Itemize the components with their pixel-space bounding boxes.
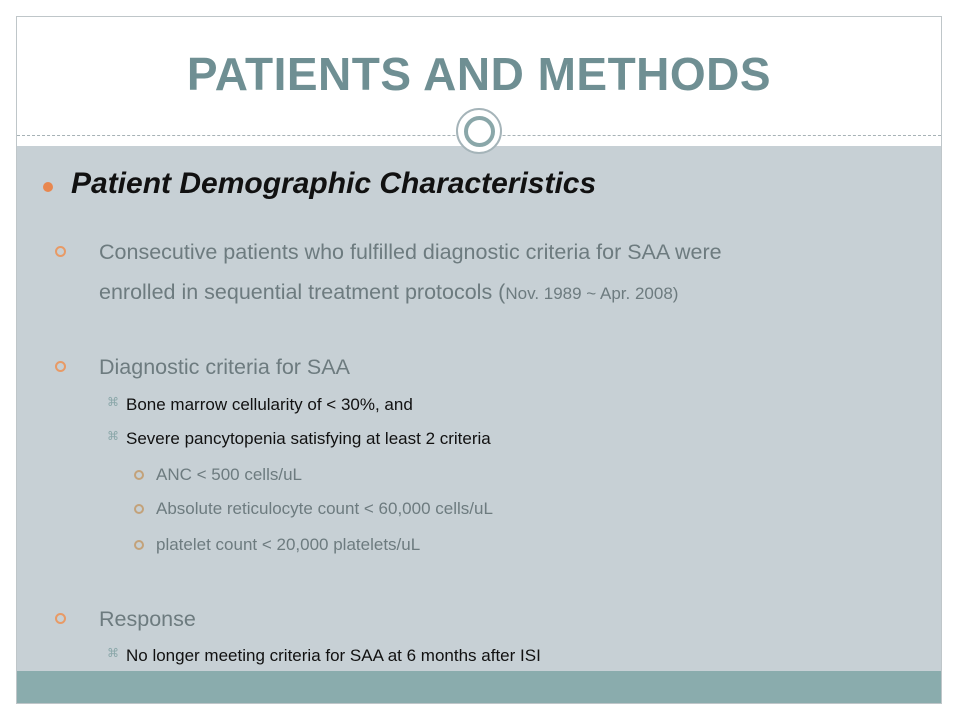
bullet-text: Diagnostic criteria for SAA bbox=[99, 355, 350, 379]
ring-bullet-icon bbox=[134, 470, 144, 480]
ring-bullet-icon bbox=[134, 504, 144, 514]
ring-ornament-inner bbox=[464, 116, 495, 147]
criterion-text: platelet count < 20,000 platelets/uL bbox=[156, 535, 421, 554]
date-range-text: Nov. 1989 ~ Apr. 2008) bbox=[505, 284, 679, 303]
footer-band bbox=[17, 671, 941, 704]
ring-bullet-icon bbox=[134, 540, 144, 550]
slide bbox=[16, 16, 942, 704]
slide-title: PATIENTS AND METHODS bbox=[186, 48, 772, 100]
ring-ornament-icon bbox=[456, 108, 502, 154]
bullet-text-cont-main: enrolled in sequential treatment protocols ( bbox=[99, 280, 506, 304]
bullet-text-cont bbox=[99, 280, 678, 305]
star-bullet-icon: ⌘ bbox=[107, 429, 119, 443]
criterion-text: ANC < 500 cells/uL bbox=[156, 465, 302, 484]
sub-bullet-text: Bone marrow cellularity of < 30%, and bbox=[126, 395, 413, 414]
bullet-text: Consecutive patients who fulfilled diagnostic criteria for SAA were bbox=[99, 240, 722, 264]
heading-text: Patient Demographic Characteristics bbox=[71, 167, 597, 200]
bullet-text: Response bbox=[99, 607, 196, 631]
hollow-circle-bullet-icon bbox=[55, 246, 66, 257]
filled-circle-bullet-icon bbox=[43, 182, 53, 192]
sub-bullet-text: No longer meeting criteria for SAA at 6 months after ISI bbox=[126, 646, 541, 665]
star-bullet-icon: ⌘ bbox=[107, 646, 119, 660]
hollow-circle-bullet-icon bbox=[55, 613, 66, 624]
hollow-circle-bullet-icon bbox=[55, 361, 66, 372]
criterion-text: Absolute reticulocyte count < 60,000 cells/uL bbox=[156, 499, 493, 518]
star-bullet-icon: ⌘ bbox=[107, 395, 119, 409]
sub-bullet-text: Severe pancytopenia satisfying at least 2 criteria bbox=[126, 429, 491, 448]
